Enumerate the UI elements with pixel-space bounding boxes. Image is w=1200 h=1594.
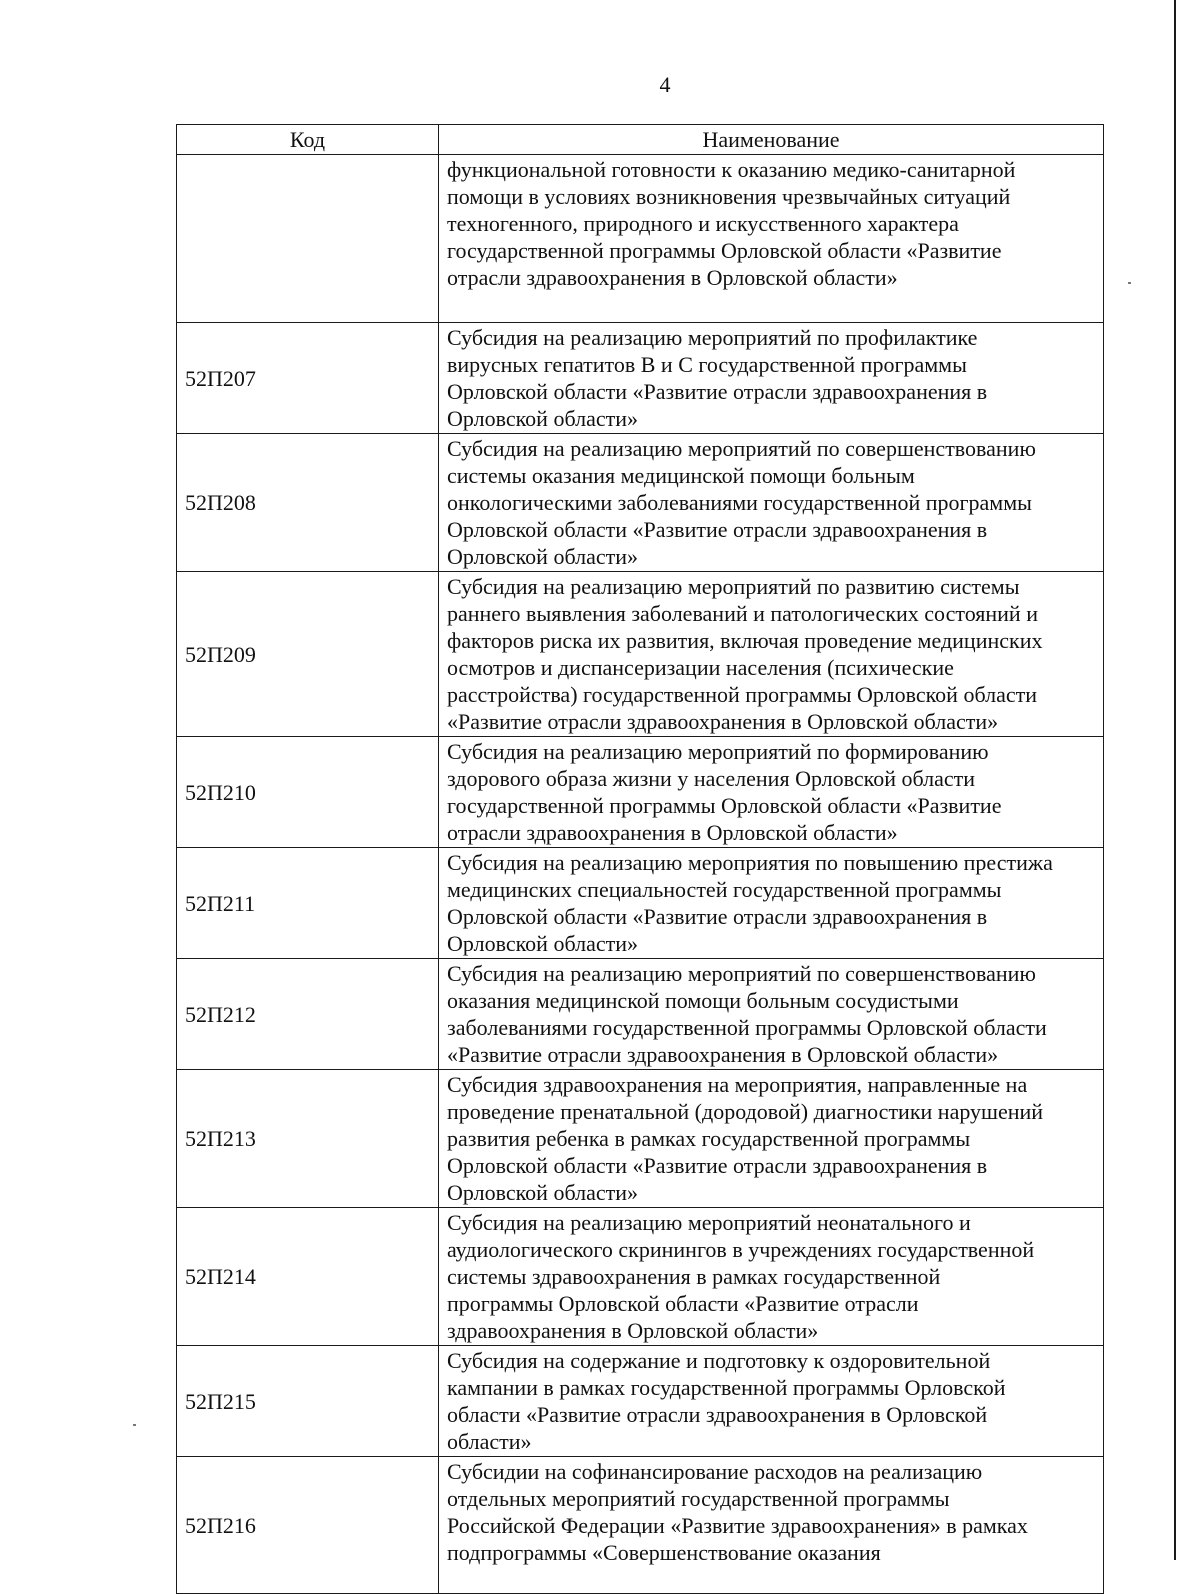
row-name: Субсидия здравоохранения на мероприятия, направленные на проведение пренатальной (дородовой) диагностики нарушений развития ребенка в рамках государственной программы Орловской области «Развитие отрасли здравоохранения в Орловской области» [439, 1070, 1104, 1208]
row-name: Субсидия на реализацию мероприятий неонатального и аудиологического скринингов в учреждениях государственной системы здравоохранения в рамках государственной программы Орловской области «Развитие отрасли здравоохранения в Орловской области» [439, 1208, 1104, 1346]
row-code: 52П208 [177, 434, 439, 572]
table-row [177, 323, 1104, 434]
row-name: Субсидия на реализацию мероприятия по повышению престижа медицинских специальностей государственной программы Орловской области «Развитие отрасли здравоохранения в Орловской области» [439, 848, 1104, 959]
row-name: Субсидия на реализацию мероприятий по развитию системы раннего выявления заболеваний и патологических состояний и факторов риска их развития, включая проведение медицинских осмотров и диспансеризации населения (психические расстройства) государственной программы Орловской области «Развитие отрасли здравоохранения в Орловской области» [439, 572, 1104, 737]
column-header-name: Наименование [439, 125, 1104, 155]
row-name: Субсидия на реализацию мероприятий по формированию здорового образа жизни у населения Орловской области государственной программы Орловской области «Развитие отрасли здравоохранения в Орловской области» [439, 737, 1104, 848]
budget-codes-table [176, 124, 1104, 1594]
row-name: функциональной готовности к оказанию медико-санитарной помощи в условиях возникновения чрезвычайных ситуаций техногенного, природного и искусственного характера государственной программы Орловской области «Развитие отрасли здравоохранения в Орловской области» [439, 155, 1104, 323]
table-row [177, 1457, 1104, 1594]
table-row [177, 1346, 1104, 1457]
table-row [177, 155, 1104, 323]
row-code: 52П209 [177, 572, 439, 737]
table-row [177, 737, 1104, 848]
row-code [177, 155, 439, 323]
row-name: Субсидия на реализацию мероприятий по совершенствованию оказания медицинской помощи больным сосудистыми заболеваниями государственной программы Орловской области «Развитие отрасли здравоохранения в Орловской области» [439, 959, 1104, 1070]
row-code: 52П211 [177, 848, 439, 959]
row-code: 52П210 [177, 737, 439, 848]
row-name: Субсидия на реализацию мероприятий по профилактике вирусных гепатитов B и C государственной программы Орловской области «Развитие отрасли здравоохранения в Орловской области» [439, 323, 1104, 434]
row-name: Субсидия на реализацию мероприятий по совершенствованию системы оказания медицинской помощи больным онкологическими заболеваниями государственной программы Орловской области «Развитие отрасли здравоохранения в Орловской области» [439, 434, 1104, 572]
table-row [177, 434, 1104, 572]
table-row [177, 1070, 1104, 1208]
table-row [177, 959, 1104, 1070]
row-code: 52П207 [177, 323, 439, 434]
table-row [177, 848, 1104, 959]
row-code: 52П215 [177, 1346, 439, 1457]
page-number: 4 [659, 72, 671, 97]
row-code: 52П214 [177, 1208, 439, 1346]
table-row [177, 1208, 1104, 1346]
row-name: Субсидия на содержание и подготовку к оздоровительной кампании в рамках государственной программы Орловской области «Развитие отрасли здравоохранения в Орловской области» [439, 1346, 1104, 1457]
row-name: Субсидии на софинансирование расходов на реализацию отдельных мероприятий государственной программы Российской Федерации «Развитие здравоохранения» в рамках подпрограммы «Совершенствование оказания [439, 1457, 1104, 1594]
scan-speck [133, 1424, 136, 1426]
row-code: 52П216 [177, 1457, 439, 1594]
table-header-row [177, 125, 1104, 155]
table-row [177, 572, 1104, 737]
scan-speck [1128, 282, 1131, 284]
scan-border-line [1174, 0, 1176, 1560]
column-header-code: Код [177, 125, 439, 155]
row-code: 52П212 [177, 959, 439, 1070]
row-code: 52П213 [177, 1070, 439, 1208]
